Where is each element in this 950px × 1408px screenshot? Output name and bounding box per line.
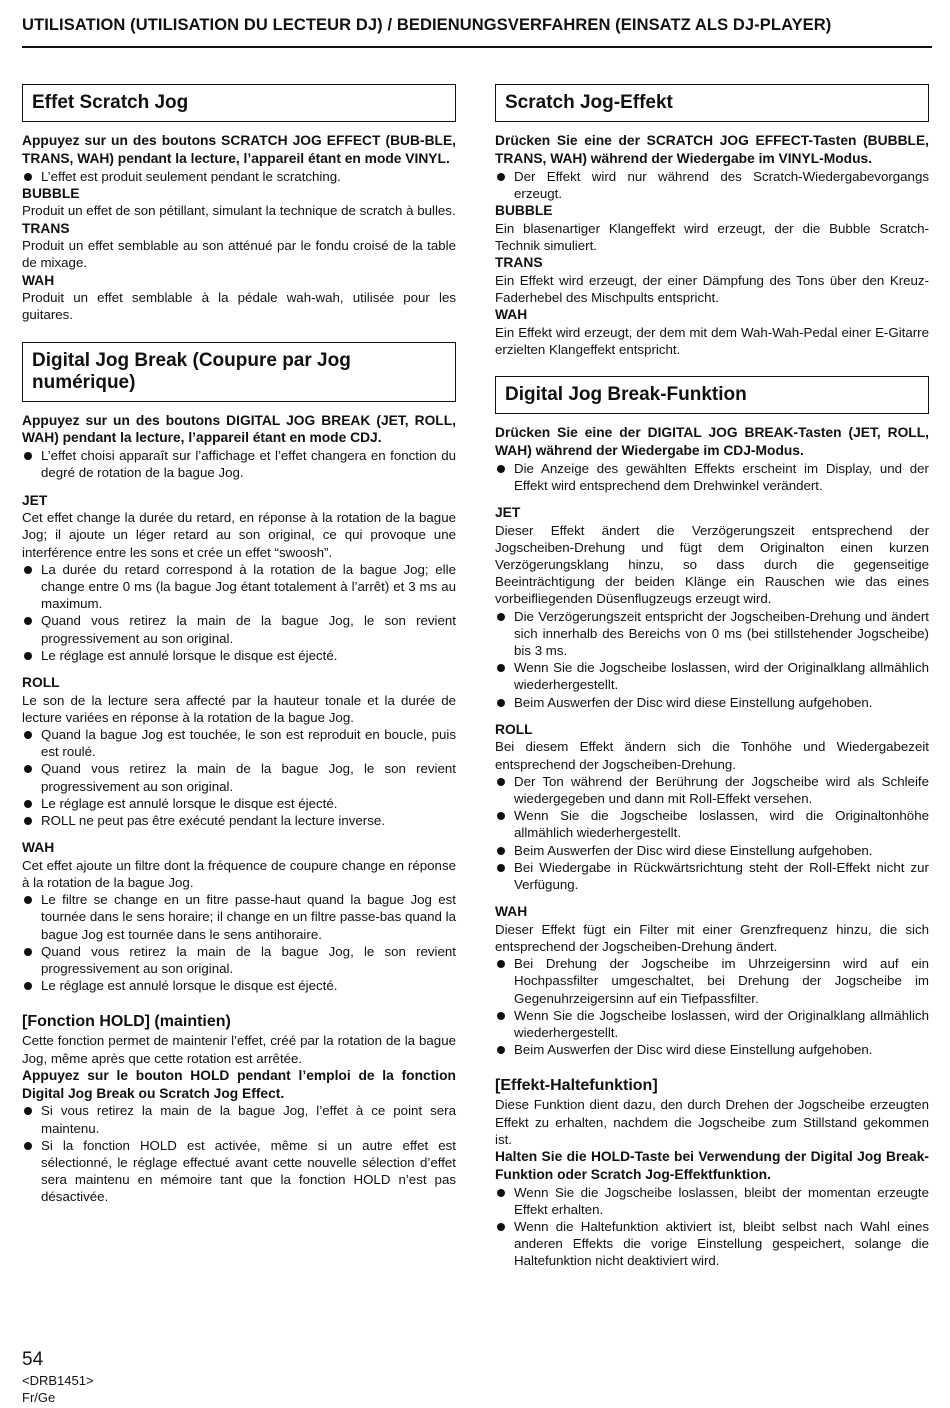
bullet-list [495,460,929,494]
bullet-item: L’effet choisi apparaît sur l’affichage et l’effet changera en fonction du degré de rotation de la bague Jog. [22,447,456,481]
subheading-bubble: BUBBLE [22,185,80,201]
paragraph: Dieser Effekt ändert die Verzögerungszeit entsprechend der Jogscheiben-Drehung und fügt dem Originalton einen kurzen Verzögerungsklang hinzu, so dass durch die gegenseitige Beeinträchtigung der beiden Klänge ein Rauschen wie das eines vorbeifliegenden Düsenflugzeugs erzeugt wird. [495,522,929,607]
section-title-scratch-jog: Effet Scratch Jog [22,84,456,122]
paragraph: Ein Effekt wird erzeugt, der einer Dämpfung des Tons über den Kreuz-Faderhebel des Mischpults entspricht. [495,272,929,305]
subheading-jet: JET [495,505,521,520]
page-number: 54 [22,1349,44,1370]
bullet-list [22,447,456,481]
paragraph: Cet effet ajoute un filtre dont la fréquence de coupure change en réponse à la rotation de la bague Jog. [22,857,456,891]
page-footer [22,1348,94,1406]
subheading-jet: JET [22,492,48,508]
bullet-item: Le filtre se change en un fitre passe-haut quand la bague Jog est tournée dans le sens horaire; il change en un filtre passe-bas quand la bague Jog est tournée dans le sens antihoraire. [22,891,456,943]
bullet-item: Wenn Sie die Jogscheibe loslassen, wird die Originaltonhöhe allmählich wiederhergestellt. [495,807,929,841]
french-column [22,84,456,1206]
bullet-item: Wenn Sie die Jogscheibe loslassen, wird der Originalklang allmählich wiederhergestellt. [495,659,929,693]
bullet-list [495,1184,929,1270]
bullet-item: Der Effekt wird nur während des Scratch-Wiedergabevorgangs erzeugt. [495,168,929,202]
paragraph: Produit un effet semblable à la pédale wah-wah, utilisée pour les guitares. [22,290,456,323]
bullet-item: Quand vous retirez la main de la bague Jog, le son revient progressivement au son original. [22,760,456,794]
bullet-item: Beim Auswerfen der Disc wird diese Einstellung aufgehoben. [495,694,929,711]
bullet-item: Wenn die Haltefunktion aktiviert ist, bleibt selbst nach Wahl eines anderen Effekts die vorige Einstellung gespeichert, solange die Haltefunktion nicht deaktiviert wird. [495,1218,929,1270]
subheading-wah: WAH [495,307,528,322]
bullet-list [495,168,929,202]
bullet-list [22,1102,456,1205]
bullet-item: L’effet est produit seulement pendant le scratching. [22,168,456,185]
bullet-item: Die Anzeige des gewählten Effekts erscheint im Display, und der Effekt wird entsprechend dem Drehwinkel verändert. [495,460,929,494]
paragraph: Ein blasenartiger Klangeffekt wird erzeugt, der die Bubble Scratch-Technik simuliert. [495,220,929,253]
bullet-item: Le réglage est annulé lorsque le disque est éjecté. [22,795,456,812]
paragraph: Bei diesem Effekt ändern sich die Tonhöhe und Wiedergabezeit entsprechend der Jogscheiben-Drehung. [495,739,929,772]
instruction: Appuyez sur un des boutons DIGITAL JOG BREAK (JET, ROLL, WAH) pendant la lecture, l’appareil étant en mode CDJ. [22,412,456,446]
section-title-digital-jog-break: Digital Jog Break-Funktion [495,376,929,414]
section-title-digital-jog-break: Digital Jog Break (Coupure par Jog numérique) [22,342,456,402]
section-title-scratch-jog: Scratch Jog-Effekt [495,84,929,122]
paragraph: Le son de la lecture sera affecté par la hauteur tonale et la durée de lecture variées en réponse à la rotation de la bague Jog. [22,692,456,725]
bullet-list [22,561,456,664]
document-code: <DRB1451> [22,1373,94,1388]
bullet-item: Der Ton während der Berührung der Jogscheibe wird als Schleife wiedergegeben und dann mit Roll-Effekt versehen. [495,773,929,807]
bullet-item: Bei Wiedergabe in Rückwärtsrichtung steht der Roll-Effekt nicht zur Verfügung. [495,859,929,893]
bullet-list [22,726,456,829]
instruction: Appuyez sur un des boutons SCRATCH JOG EFFECT (BUB-BLE, TRANS, WAH) pendant la lecture, l’appareil étant en mode VINYL. [22,133,456,166]
subsection-title-hold: [Fonction HOLD] (maintien) [22,1013,231,1031]
bullet-item: Beim Auswerfen der Disc wird diese Einstellung aufgehoben. [495,842,929,859]
bullet-list [22,168,456,185]
subsection-title-hold: [Effekt-Haltefunktion] [495,1077,658,1095]
bullet-item: Beim Auswerfen der Disc wird diese Einstellung aufgehoben. [495,1041,929,1058]
bullet-item: Quand la bague Jog est touchée, le son est reproduit en boucle, puis est roulé. [22,726,456,760]
subheading-trans: TRANS [495,255,543,270]
bullet-item: Wenn Sie die Jogscheibe loslassen, wird der Originalklang allmählich wiederhergestellt. [495,1007,929,1041]
instruction: Appuyez sur le bouton HOLD pendant l’emploi de la fonction Digital Jog Break ou Scratch Jog Effect. [22,1067,456,1101]
paragraph: Produit un effet semblable au son atténué par le fondu croisé de la table de mixage. [22,238,456,271]
subheading-wah: WAH [22,840,55,856]
subheading-wah: WAH [22,272,55,288]
instruction: Drücken Sie eine der SCRATCH JOG EFFECT-Tasten (BUBBLE, TRANS, WAH) während der Wiedergabe im VINYL-Modus. [495,133,929,166]
paragraph: Dieser Effekt fügt ein Filter mit einer Grenzfrequenz hinzu, die sich entsprechend der Jogscheiben-Drehung ändert. [495,921,929,955]
bullet-item: Wenn Sie die Jogscheibe loslassen, bleibt der momentan erzeugte Effekt erhalten. [495,1184,929,1218]
subheading-roll: ROLL [495,721,533,737]
bullet-list [495,773,929,893]
subheading-wah: WAH [495,904,528,920]
bullet-item: La durée du retard correspond à la rotation de la bague Jog; elle change entre 0 ms (la bague Jog étant totalement à l’arrêt) et 3 ms au maximum. [22,561,456,613]
bullet-item: Quand vous retirez la main de la bague Jog, le son revient progressivement au son original. [22,612,456,646]
paragraph: Diese Funktion dient dazu, den durch Drehen der Jogscheibe erzeugten Effekt zu erhalten, nachdem die Jogscheibe zum Stillstand gekommen ist. [495,1097,929,1147]
german-column [495,84,929,1270]
instruction: Halten Sie die HOLD-Taste bei Verwendung der Digital Jog Break-Funktion oder Scratch Jog-Effektfunktion. [495,1149,929,1182]
paragraph: Cette fonction permet de maintenir l’effet, créé par la rotation de la bague Jog, même après que cette rotation est arrêtée. [22,1033,456,1066]
bullet-item: Le réglage est annulé lorsque le disque est éjecté. [22,647,456,664]
bullet-item: Quand vous retirez la main de la bague Jog, le son revient progressivement au son original. [22,943,456,977]
bullet-list [495,955,929,1058]
subheading-roll: ROLL [22,675,60,691]
bullet-item: Bei Drehung der Jogscheibe im Uhrzeigersinn wird auf ein Hochpassfilter umgeschaltet, bei Drehung der Jogscheibe im Gegenuhrzeigersinn auf ein Tiefpassfilter. [495,955,929,1007]
bullet-list [495,608,929,711]
bullet-item: ROLL ne peut pas être exécuté pendant la lecture inverse. [22,812,456,829]
language-code: Fr/Ge [22,1390,56,1405]
instruction: Drücken Sie eine der DIGITAL JOG BREAK-Tasten (JET, ROLL, WAH) während der Wiedergabe im CDJ-Modus. [495,425,929,458]
bullet-item: Si la fonction HOLD est activée, même si un autre effet est sélectionné, le réglage effectué avant cette nouvelle sélection d’effet sera maintenu en mémoire tant que la fonction HOLD n’est pas désactivée. [22,1137,456,1206]
bullet-item: Le réglage est annulé lorsque le disque est éjecté. [22,977,456,994]
page-header: UTILISATION (UTILISATION DU LECTEUR DJ) / BEDIENUNGSVERFAHREN (EINSATZ ALS DJ-PLAYER) [22,16,832,34]
subheading-bubble: BUBBLE [495,203,553,218]
paragraph: Produit un effet de son pétillant, simulant la technique de scratch à bulles. [22,203,456,219]
bullet-list [22,891,456,994]
bullet-item: Si vous retirez la main de la bague Jog, l’effet à ce point sera maintenu. [22,1102,456,1136]
paragraph: Ein Effekt wird erzeugt, der dem mit dem Wah-Wah-Pedal einer E-Gitarre erzielten Klangeffekt entspricht. [495,324,929,357]
paragraph: Cet effet change la durée du retard, en réponse à la rotation de la bague Jog; il ajoute un léger retard au son original, ce qui provoque une interférence entre les sons et crée un effet “swoosh”. [22,510,456,560]
bullet-item: Die Verzögerungszeit entspricht der Jogscheiben-Drehung und ändert sich innerhalb des Bereichs von 0 ms (bei stillstehender Jogscheibe) bis 3 ms. [495,608,929,660]
header-rule [22,46,932,48]
subheading-trans: TRANS [22,220,70,236]
